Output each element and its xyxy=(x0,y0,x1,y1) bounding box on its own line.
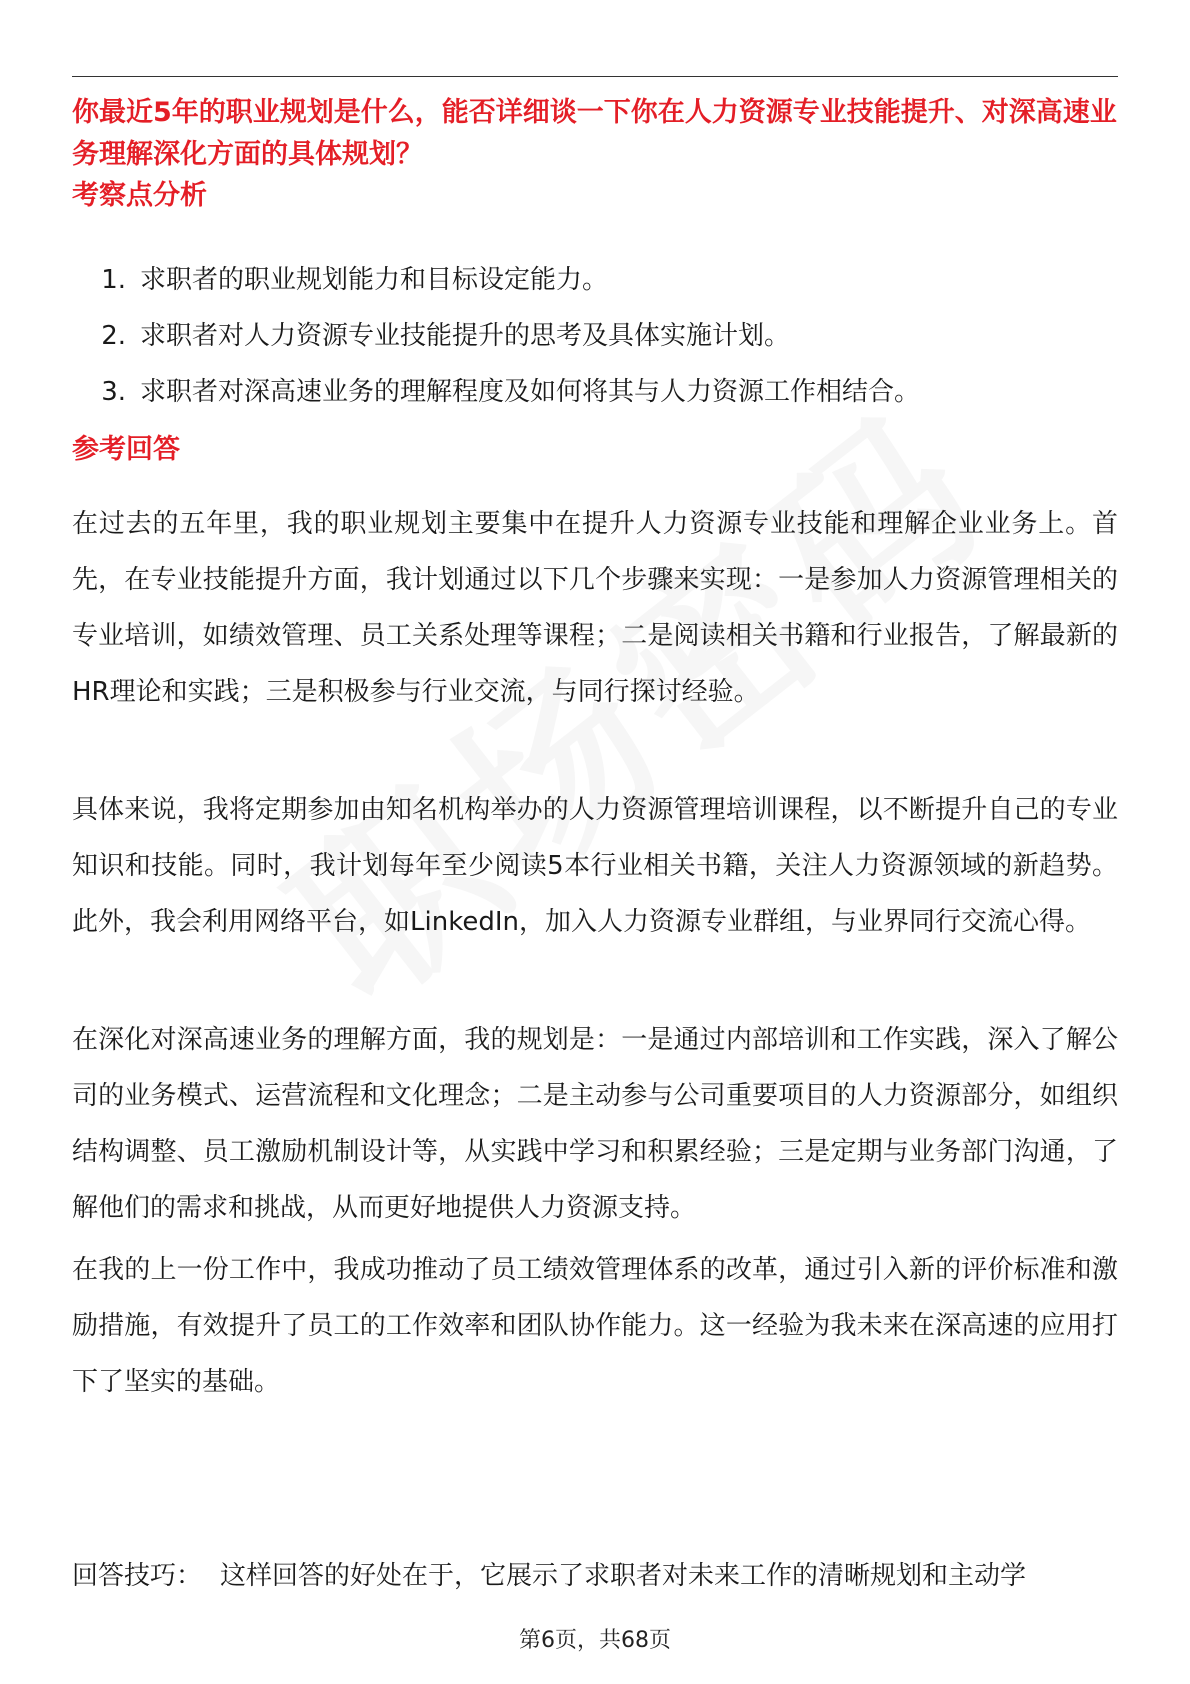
answer-paragraph-4: 在我的上一份工作中，我成功推动了员工绩效管理体系的改革，通过引入新的评价标准和激励措施，有效提升了员工的工作效率和团队协作能力。这一经验为我未来在深高速的应用打下了坚实的基础。 xyxy=(72,1255,1118,1397)
answer-tip xyxy=(72,1556,1118,1596)
tip-label: 回答技巧： xyxy=(72,1561,203,1591)
answer-paragraph-3: 在深化对深高速业务的理解方面，我的规划是：一是通过内部培训和工作实践，深入了解公司的业务模式、运营流程和文化理念；二是主动参与公司重要项目的人力资源部分，如组织结构调整、员工激励机制设计等，从实践中学习和积累经验；三是定期与业务部门沟通，了解他们的需求和挑战，从而更好地提供人力资源支持。 xyxy=(72,1025,1118,1223)
list-item xyxy=(72,316,1118,356)
question-heading: 你最近5年的职业规划是什么，能否详细谈一下你在人力资源专业技能提升、对深高速业务理解深化方面的具体规划？ xyxy=(72,97,1117,170)
answer-paragraph-1: 在过去的五年里，我的职业规划主要集中在提升人力资源专业技能和理解企业业务上。首先，在专业技能提升方面，我计划通过以下几个步骤来实现：一是参加人力资源管理相关的专业培训，如绩效管理、员工关系处理等课程；二是阅读相关书籍和行业报告，了解最新的HR理论和实践；三是积极参与行业交流，与同行探讨经验。 xyxy=(72,509,1118,707)
list-text: 求职者对深高速业务的理解程度及如何将其与人力资源工作相结合。 xyxy=(140,377,921,407)
answer-paragraph-2: 具体来说，我将定期参加由知名机构举办的人力资源管理培训课程，以不断提升自己的专业知识和技能。同时，我计划每年至少阅读5本行业相关书籍，关注人力资源领域的新趋势。此外，我会利用网络平台，如LinkedIn，加入人力资源专业群组，与业界同行交流心得。 xyxy=(72,795,1118,937)
list-number: 2. xyxy=(101,321,126,351)
tip-text: 这样回答的好处在于，它展示了求职者对未来工作的清晰规划和主动学 xyxy=(220,1561,1027,1591)
analysis-title: 考察点分析 xyxy=(72,180,207,211)
analysis-points xyxy=(72,260,1118,428)
answer-title: 参考回答 xyxy=(72,434,180,465)
list-number: 1. xyxy=(101,265,126,295)
header-rule xyxy=(72,76,1118,77)
list-number: 3. xyxy=(101,377,126,407)
list-item xyxy=(72,372,1118,412)
list-text: 求职者的职业规划能力和目标设定能力。 xyxy=(140,265,609,295)
page-number: 第6页，共68页 xyxy=(519,1628,671,1653)
list-text: 求职者对人力资源专业技能提升的思考及具体实施计划。 xyxy=(140,321,791,351)
list-item xyxy=(72,260,1118,300)
